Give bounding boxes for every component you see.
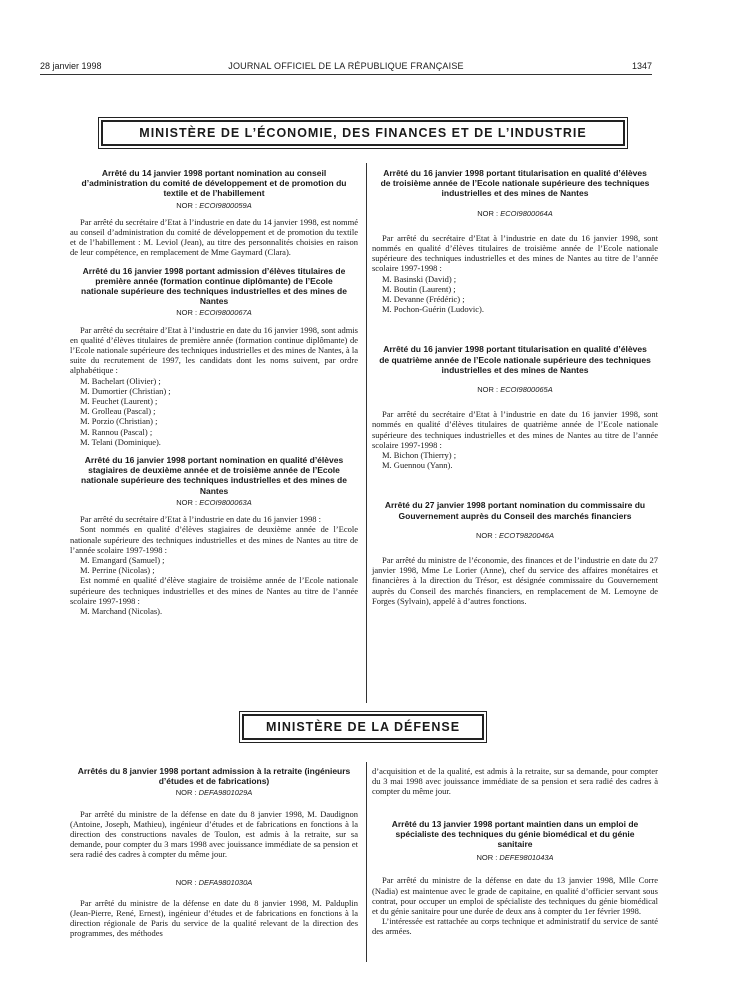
nor-reference: NOR : DEFA9801030A [175, 877, 253, 887]
list-item: M. Porzio (Christian) ; [80, 416, 158, 427]
article-body: Par arrêté du secrétaire d’Etat à l’industrie en date du 16 janvier 1998 : [80, 514, 321, 525]
nor-reference: NOR : ECOT9820046A [476, 530, 554, 540]
article-body: Est nommé en qualité d’élève stagiaire de troisième année de l’Ecole nationale supérieure des techniques industrielles et des mines de Nantes au titre de l’année scolaire 1997-1998 : [70, 575, 358, 606]
article-third-year-titularisation [372, 168, 658, 314]
article-body: Par arrêté du secrétaire d’Etat à l’industrie en date du 16 janvier 1998, sont nommés en qualité d’élèves titulaires de troisième année de l’Ecole nationale supérieure des techniques industrielles et des mines de Nantes au titre de l’année scolaire 1997-1998 : [372, 232, 658, 274]
list-item: M. Pochon-Guérin (Ludovic). [382, 304, 484, 315]
article-body: Par arrêté du ministre de l’économie, des finances et de l’industrie en date du 27 janvier 1998, Mme Le Lorier (Anne), chef du service des affaires monétaires et financières à la direction du Trésor, est désignée commissaire du Gouvernement auprès du Conseil des marchés financiers, en remplacement de M. Lemoyne de Forges (Sylvain), appelé à d’autres fonctions. [372, 555, 658, 606]
list-item: M. Telani (Dominique). [80, 436, 161, 447]
article-title: Arrêtés du 8 janvier 1998 portant admission à la retraite (ingénieurs d’études et de fabrications) [77, 766, 351, 787]
column-divider [366, 762, 367, 962]
article-body: Par arrêté du secrétaire d’Etat à l’industrie en date du 14 janvier 1998, est nommé au conseil d’administration du comité de développement et de promotion du textile et de l’habillement : M. Leviol (Jean), au titre des personnalités choisies en raison de leur compétence, en remplacement de Mme Gaymard (Clara). [70, 216, 358, 258]
left-column-economy [70, 168, 358, 624]
article-title: Arrêté du 16 janvier 1998 portant nomination en qualité d’élèves stagiaires de deuxième année et de troisième année de l’Ecole nationale supérieure des techniques industrielles et des mines de Nantes [81, 455, 347, 496]
list-item: M. Emangard (Samuel) ; [80, 554, 165, 565]
ministry-defense-title: MINISTÈRE DE LA DÉFENSE [265, 720, 461, 734]
list-item: M. Guennou (Yann). [382, 460, 453, 471]
nor-reference: NOR : DEFA9801029A [175, 788, 253, 798]
header-journal-title: JOURNAL OFFICIEL DE LA RÉPUBLIQUE FRANÇAISE [228, 61, 464, 71]
article-title: Arrêté du 16 janvier 1998 portant titularisation en qualité d’élèves de troisième année de l’Ecole nationale supérieure des techniques industrielles et des mines de Nantes [380, 168, 650, 199]
article-body: Sont nommés en qualité d’élèves stagiaires de deuxième année de l’Ecole nationale supérieure des techniques industrielles et des mines de Nantes au titre de l’année scolaire 1997-1998 : [70, 524, 358, 555]
list-item: M. Basinski (David) ; [382, 273, 457, 284]
article-government-commissioner [372, 500, 658, 606]
list-item: M. Perrine (Nicolas) ; [80, 565, 155, 576]
list-item: M. Dumortier (Christian) ; [80, 385, 171, 396]
article-title: Arrêté du 16 janvier 1998 portant titularisation en qualité d’élèves de quatrième année de l’Ecole nationale supérieure des techniques industrielles et des mines de Nantes [379, 344, 651, 375]
article-body: Par arrêté du ministre de la défense en date du 8 janvier 1998, M. Daudignon (Antoine, Joseph, Mathieu), ingénieur d’études et de fabrications en fonctions à la direction des constructions navales de Toulon, est admis à la retraite, sur sa demande, pour compter du 3 mars 1998 avec jouissance immédiate de sa pension et sera radié des cadres à compter du même jour. [70, 808, 358, 860]
ministry-defense-banner [242, 714, 484, 740]
list-item: M. Boutin (Laurent) ; [382, 283, 456, 294]
article-retirement [70, 766, 358, 939]
header-page-number: 1347 [631, 61, 652, 71]
list-item: M. Rannou (Pascal) ; [80, 426, 153, 437]
nor-reference: NOR : ECOI9800064A [477, 208, 553, 218]
article-body: L’intéressée est rattachée au corps technique et administratif du service de santé des armées. [372, 916, 658, 937]
list-item: M. Devanne (Frédéric) ; [382, 294, 465, 305]
left-column-defense [70, 766, 358, 947]
article-body: Par arrêté du ministre de la défense en date du 13 janvier 1998, Mlle Corre (Nadia) est maintenue avec le grade de capitaine, en qualité d’officier servant sous contrat, pour occuper un emploi de spécialiste des techniques du génie biomédical et du génie sanitaire pour une durée de deux ans à compter du 1er février 1998. [372, 875, 658, 917]
article-title: Arrêté du 16 janvier 1998 portant admission d’élèves titulaires de première année (formation continue diplômante) de l’Ecole nationale supérieure des techniques industrielles et des mines de Nantes [81, 265, 347, 307]
ministry-economy-banner [101, 120, 625, 146]
nor-reference: NOR : ECOI9800063A [176, 497, 252, 507]
nor-reference: NOR : ECOI9800065A [477, 385, 553, 395]
article-title: Arrêté du 27 janvier 1998 portant nomination du commissaire du Gouvernement auprès du Conseil des marchés financiers [384, 500, 646, 521]
nor-reference: NOR : DEFE9801043A [476, 853, 554, 863]
list-item: M. Bichon (Thierry) ; [382, 450, 457, 461]
list-item: M. Grolleau (Pascal) ; [80, 406, 156, 417]
article-fourth-year-titularisation [372, 344, 658, 470]
article-body-continued: d’acquisition et de la qualité, est admis à la retraite, sur sa demande, pour compter du 3 mai 1998 avec jouissance immédiate de sa pension et sera radié des cadres à compter du même jour. [372, 766, 658, 797]
running-header [40, 61, 652, 75]
header-date: 28 janvier 1998 [40, 61, 102, 71]
article-title: Arrêté du 13 janvier 1998 portant maintien dans un emploi de spécialiste des techniques du génie biomédical et du génie sanitaire [391, 818, 639, 850]
article-body: Par arrêté du secrétaire d’Etat à l’industrie en date du 16 janvier 1998, sont admis en qualité d’élèves titulaires de première année (formation continue diplômante) de l’Ecole nationale supérieure des techniques industrielles et des mines de Nantes, à la suite du recrutement de 1997, les candidats dont les noms suivent, par ordre alphabétique : [70, 324, 358, 376]
article-title: Arrêté du 14 janvier 1998 portant nomination au conseil d’administration du comité de développement et de promotion du textile et de l’habillement [81, 168, 347, 199]
right-column-economy [372, 168, 658, 614]
names-list [70, 376, 358, 447]
right-column-defense [372, 766, 658, 945]
article-trainee-nomination [70, 455, 358, 616]
ministry-economy-title: MINISTÈRE DE L’ÉCONOMIE, DES FINANCES ET DE L’INDUSTRIE [139, 126, 587, 140]
article-body: Par arrêté du ministre de la défense en date du 8 janvier 1998, M. Palduplin (Jean-Pierre, René, Ernest), ingénieur d’études et de fabrications en fonctions à la direction régionale de Paris du service de la qualité relevant de la direction des programmes, des méthodes [70, 897, 358, 939]
article-first-year-admission [70, 266, 358, 447]
list-item: M. Marchand (Nicolas). [80, 605, 163, 616]
list-item: M. Feuchet (Laurent) ; [80, 396, 158, 407]
article-body: Par arrêté du secrétaire d’Etat à l’industrie en date du 16 janvier 1998, sont nommés en qualité d’élèves titulaires de quatrième année de l’Ecole nationale supérieure des techniques industrielles et des mines de Nantes au titre de l’année scolaire 1997-1998 : [372, 409, 658, 450]
column-divider [366, 163, 367, 703]
list-item: M. Bachelart (Olivier) ; [80, 375, 161, 386]
article-textile-council [70, 168, 358, 258]
header-rule [40, 74, 652, 75]
article-biomedical-specialist [372, 819, 658, 937]
nor-reference: NOR : ECOI9800067A [176, 308, 252, 318]
nor-reference: NOR : ECOI9800059A [176, 200, 252, 210]
